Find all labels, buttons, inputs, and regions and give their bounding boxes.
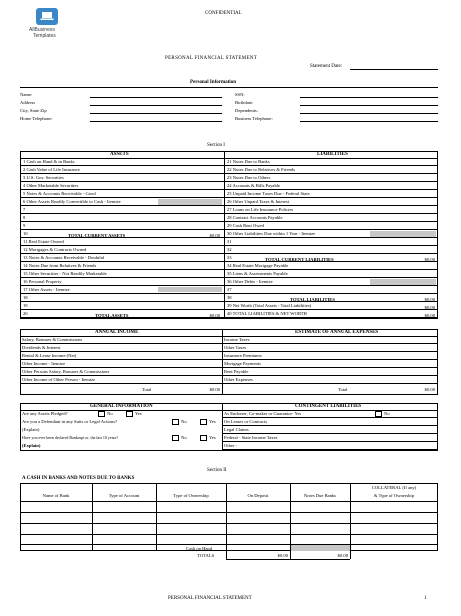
home-phone-label: Home Telephone:	[20, 116, 53, 121]
income-item: Rental & Lease Income (Net)	[22, 353, 77, 358]
liability-item: 30 Other Liabilities Due within 1 Year - Itemize	[227, 231, 316, 236]
section-1-label: Section I	[207, 143, 225, 148]
col-notes-due-banks: Notes Due Banks	[303, 493, 337, 498]
expense-row-line	[222, 359, 438, 360]
expense-item: Other Expenses	[224, 377, 253, 382]
address-label: Address	[20, 100, 36, 105]
city-label: City, State Zip	[20, 108, 47, 113]
asset-item: 20	[23, 311, 28, 316]
bankrupt-yes-checkbox[interactable]	[200, 435, 207, 441]
statement-date-label: Statement Date:	[310, 64, 343, 69]
statement-date-field[interactable]	[350, 69, 438, 70]
divider	[20, 534, 438, 535]
liability-row-line	[224, 189, 438, 190]
liability-row-line	[224, 165, 438, 166]
asset-row-line	[20, 197, 224, 198]
asset-row-line	[20, 269, 224, 270]
no-label: No	[384, 411, 390, 416]
total-liabilities-label: TOTAL LIABILITIES	[290, 297, 335, 302]
assets-pledged-yes-checkbox[interactable]	[126, 411, 133, 417]
total-current-liabilities-label: TOTAL CURRENT LIABILITIES	[265, 257, 334, 262]
liability-item: 27 Loans on Life Insurance Policies	[227, 207, 294, 212]
page-title: PERSONAL FINANCIAL STATEMENT	[165, 56, 258, 61]
address-field[interactable]	[90, 105, 222, 106]
income-item: Other Income of Other Person - Itemize	[22, 377, 96, 382]
col-type-of-ownership: Type of Ownership	[173, 493, 209, 498]
section-2-label: Section II	[207, 468, 227, 473]
liability-row-line	[224, 245, 438, 246]
ssn-label: SSN:	[235, 92, 245, 97]
total-current-liabilities-value: $0.00	[424, 257, 435, 262]
explain-2-label: (Explain)	[22, 443, 41, 448]
yes-label: Yes	[209, 435, 216, 440]
dependents-field[interactable]	[300, 113, 438, 114]
liability-row-line	[224, 173, 438, 174]
asset-row-line	[20, 301, 224, 302]
defendant-question: Are you a Defendant in any Suits or Legal Actions?	[22, 419, 118, 424]
expense-row-line	[222, 351, 438, 352]
yes-label: Yes	[209, 419, 216, 424]
contingent-item: On Leases or Contracts	[224, 419, 267, 424]
liability-row-line	[224, 197, 438, 198]
total-assets-label: TOTAL ASSETS	[95, 313, 129, 318]
asset-row-line	[20, 285, 224, 286]
divider	[20, 87, 438, 88]
liability-item: 23 Notes Due to Others	[227, 175, 271, 180]
liability-row-line	[224, 285, 438, 286]
asset-item: 5 Notes & Accounts Receivable - Good	[23, 191, 96, 196]
liability-item: 26 Other Unpaid Taxes & Interest	[227, 199, 290, 204]
divider	[20, 523, 438, 524]
contingent-row-line	[222, 417, 438, 418]
confidential-label: CONFIDENTIAL	[205, 11, 242, 16]
total-liabilities-value: $0.00	[424, 297, 435, 302]
asset-item: 12 Mortgages & Contracts Owned	[23, 247, 87, 252]
income-item: Other Income - Itemize	[22, 361, 65, 366]
asset-item: 19	[23, 303, 28, 308]
contingent-row-line	[222, 449, 438, 450]
defendant-yes-checkbox[interactable]	[200, 419, 207, 425]
liability-item: 33	[227, 255, 232, 260]
income-row-line	[20, 383, 222, 384]
col-type-of-account: Type of Account	[108, 493, 140, 498]
name-label: Name:	[20, 92, 33, 97]
liability-item: 38	[227, 295, 232, 300]
asset-item: 7	[23, 207, 26, 212]
laptop-icon	[36, 8, 58, 25]
asset-item: 1 Cash on Hand & in Banks	[23, 159, 75, 164]
liability-item: 35 Liens & Assessments Payable	[227, 271, 288, 276]
contingent-item: Legal Claims	[224, 427, 249, 432]
income-row-line	[20, 375, 222, 376]
asset-row-line	[20, 189, 224, 190]
income-total-label: Total	[142, 387, 152, 392]
liability-item: 25 Unpaid Income Taxes Due - Federal State	[227, 191, 310, 196]
expense-item: Rent Payable	[224, 369, 249, 374]
income-row-line	[20, 351, 222, 352]
liability-row-line	[224, 229, 438, 230]
expense-total-label: Total	[338, 387, 348, 392]
asset-item: 2 Cash Value of Life Insurance	[23, 167, 80, 172]
contingent-item: Other -	[224, 443, 238, 448]
no-label: No	[107, 411, 113, 416]
col-name-of-bank: Name of Bank	[42, 493, 70, 498]
shaded-cell	[291, 545, 350, 551]
assets-pledged-no-checkbox[interactable]	[98, 411, 105, 417]
cash-banks-heading: A CASH IN BANKS AND NOTES DUE TO BANKS	[22, 476, 135, 481]
asset-row-line	[20, 229, 224, 230]
income-item: Other Persons Salary, Bonuses & Commissions	[22, 369, 110, 374]
business-phone-field[interactable]	[300, 121, 438, 122]
asset-row-line	[20, 293, 224, 294]
asset-item: 9	[23, 223, 26, 228]
name-field[interactable]	[90, 97, 222, 98]
asset-item: 11 Real Estate Owned	[23, 239, 64, 244]
dependents-label: Dependents:	[235, 108, 258, 113]
expense-row-line	[222, 367, 438, 368]
asset-item: 14 Notes Due from Relatives & Friends	[23, 263, 97, 268]
liability-row-line	[224, 237, 438, 238]
liability-row-line	[224, 277, 438, 278]
col-on-deposit: On Deposit	[247, 493, 269, 498]
asset-item: 6 Other Assets Readily Convertible to Cash - Itemize	[23, 199, 121, 204]
city-field[interactable]	[90, 113, 222, 114]
contingent-item: Federal - State Income Taxes	[224, 435, 278, 440]
income-item: Salary, Bonuses & Commissions	[22, 337, 83, 342]
liability-item: 24 Accounts & Bills Payable	[227, 183, 281, 188]
liability-item: 21 Notes Due to Banks	[227, 159, 270, 164]
liability-row-line	[224, 221, 438, 222]
business-phone-label: Business Telephone:	[235, 116, 273, 121]
company-logo	[18, 8, 78, 48]
expense-item: Insurance Premiums	[224, 353, 262, 358]
asset-row-line	[20, 309, 224, 310]
asset-item: 8	[23, 215, 26, 220]
asset-item: 18	[23, 295, 28, 300]
expense-row-line	[222, 383, 438, 384]
asset-item: 16 Personal Property	[23, 279, 62, 284]
totals-label: TOTALS	[197, 553, 215, 558]
no-label: No	[181, 419, 187, 424]
asset-row-line	[20, 213, 224, 214]
defendant-no-checkbox[interactable]	[172, 419, 179, 425]
contingent-heading: CONTINGENT LIABILITIES	[295, 404, 362, 409]
liability-item: 29 Cash Rent Owed	[227, 223, 264, 228]
divider	[20, 544, 438, 545]
asset-row-line	[20, 277, 224, 278]
contingent-row-line	[222, 441, 438, 442]
logo-line-2: Templates	[33, 33, 56, 39]
cash-on-hand-label: Cash on Hand	[186, 546, 213, 551]
logo-line-1: AllBusiness	[29, 27, 55, 33]
totals-notes-value: $0.00	[337, 553, 348, 558]
asset-item: 3 U.S. Gov. Securities	[23, 175, 64, 180]
liability-item: 39 Net Worth (Total Assets - Total Liabilities)	[227, 303, 312, 308]
home-phone-field[interactable]	[90, 121, 222, 122]
total-current-assets-label: TOTAL CURRENT ASSETS	[68, 233, 126, 238]
grand-total-value: $0.00	[424, 313, 435, 318]
liability-item: 36 Other Debts - Itemize	[227, 279, 273, 284]
liability-item: 32	[227, 247, 232, 252]
page-number: 1	[424, 596, 427, 601]
asset-item: 15 Other Securities - Not Readily Marketable	[23, 271, 107, 276]
divider	[20, 512, 438, 513]
contingent-row-line	[222, 433, 438, 434]
birthdate-label: Birthdate:	[235, 100, 254, 105]
ssn-field[interactable]	[300, 97, 438, 98]
col-collateral-type: & Type of Ownership	[373, 493, 415, 498]
annual-income-heading: ANNUAL INCOME	[95, 330, 139, 335]
general-info-heading: GENERAL INFORMATION	[90, 404, 153, 409]
birthdate-field[interactable]	[300, 105, 438, 106]
total-assets-value: $0.00	[209, 313, 220, 318]
liability-item: 31	[227, 239, 232, 244]
asset-row-line	[20, 173, 224, 174]
asset-row-line	[20, 253, 224, 254]
contingent-item: As Endorser, Co-maker or Guarantor- Yes	[224, 411, 302, 416]
asset-item: 13 Notes & Accounts Receivable - Doubtful	[23, 255, 105, 260]
income-item: Dividends & Interest	[22, 345, 61, 350]
liability-row-line	[224, 269, 438, 270]
no-label: No	[181, 435, 187, 440]
bankrupt-question: Have you ever been declared Bankrupt or, the last 10 years?	[22, 435, 119, 440]
shaded-cell	[158, 287, 222, 292]
asset-row-line	[20, 165, 224, 166]
expense-total-value: $0.00	[424, 387, 435, 392]
footer-title: PERSONAL FINANCIAL STATEMENT	[168, 596, 252, 601]
liability-item: 40 TOTAL LIABILITIES & NET WORTH	[227, 311, 307, 316]
explain-1-label: (Explain)	[22, 427, 40, 432]
asset-item: 10	[23, 231, 28, 236]
bankrupt-no-checkbox[interactable]	[172, 435, 179, 441]
income-row-line	[20, 343, 222, 344]
divider	[222, 329, 223, 395]
liability-row-line	[224, 181, 438, 182]
asset-row-line	[20, 245, 224, 246]
contingent-row-line	[222, 425, 438, 426]
asset-row-line	[20, 261, 224, 262]
divider	[226, 559, 350, 560]
asset-item: 4 Other Marketable Securities	[23, 183, 79, 188]
divider	[20, 501, 438, 502]
income-total-value: $0.00	[209, 387, 220, 392]
expense-row-line	[222, 375, 438, 376]
income-row-line	[20, 359, 222, 360]
asset-item: 17 Other Assets - Itemize	[23, 287, 70, 292]
net-worth-value: $0.00	[424, 305, 435, 310]
totals-deposit-value: $0.00	[277, 553, 288, 558]
total-current-assets-value: $0.00	[209, 233, 220, 238]
liability-row-line	[224, 205, 438, 206]
income-row-line	[20, 367, 222, 368]
col-collateral: COLLATERAL (If any)	[371, 485, 417, 490]
liability-row-line	[224, 253, 438, 254]
endorser-no-checkbox[interactable]	[375, 411, 382, 417]
liability-row-line	[224, 213, 438, 214]
expense-item: Other Taxes	[224, 345, 247, 350]
annual-expenses-heading: ESTIMATE OF ANNUAL EXPENSES	[295, 330, 379, 335]
asset-row-line	[20, 221, 224, 222]
expense-item: Income Taxes	[224, 337, 250, 342]
personal-info-heading: Personal Information	[190, 80, 236, 85]
expense-item: Mortgage Payments	[224, 361, 261, 366]
liability-item: 34 Real Estate Mortgage Payable	[227, 263, 289, 268]
expense-row-line	[222, 343, 438, 344]
assets-pledged-question: Are any Assets Pledged?	[22, 411, 68, 416]
assets-heading: ASSETS	[110, 152, 129, 157]
asset-row-line	[20, 205, 224, 206]
asset-row-line	[20, 181, 224, 182]
liability-item: 37	[227, 287, 232, 292]
liability-item: 28 Contract Accounts Payable	[227, 215, 283, 220]
liability-row-line	[224, 293, 438, 294]
yes-label: Yes	[135, 411, 142, 416]
liability-item: 22 Notes Due to Relatives & Friends	[227, 167, 295, 172]
liabilities-heading: LIABILITIES	[317, 152, 348, 157]
